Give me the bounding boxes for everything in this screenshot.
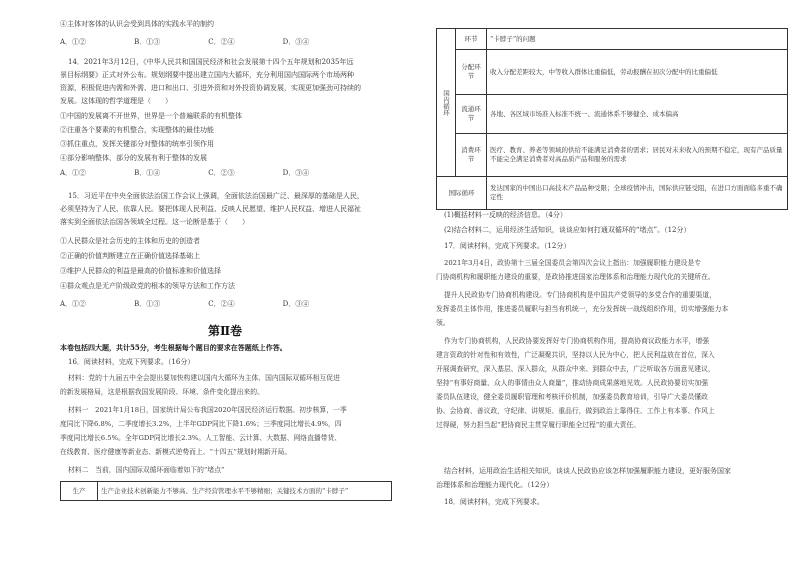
q15-options bbox=[60, 300, 357, 309]
q14-option-d[interactable]: D．③④ bbox=[282, 169, 310, 177]
q14-option-b[interactable]: B．①④ bbox=[134, 169, 161, 177]
q15-option-c[interactable]: C．②④ bbox=[208, 300, 235, 308]
q17-material-10: 委员队伍建设，健全委员履职管理和考核评价机制，加强委员教育培训，引导广大委员懂政 bbox=[436, 393, 708, 401]
q14-line-3: 资源，积极促进内需和外需、进口和出口、引进外资和对外投资协调发展，实现更加强劲可持续的 bbox=[60, 84, 361, 92]
q13-option-b[interactable]: B．①③ bbox=[134, 38, 161, 46]
q17-title: 17．阅读材料，完成下列要求。（12分） bbox=[444, 242, 571, 250]
q14-item-2: ②注重各个要素的有机整合，实现整体的最佳功能 bbox=[60, 126, 214, 134]
table-cell-production-text: 生产企业技术创新能力不够高、生产经营管理水平不够精细；关键技术方面的“卡脖子” bbox=[98, 482, 392, 501]
q16-sub-1: (1)概括材料一反映的经济信息。（4分） bbox=[444, 211, 567, 219]
q17-material-8: 开展调查研究，深入基层、深入群众，从群众中来、到群众中去，广泛听取各方面意见建议， bbox=[436, 365, 715, 373]
q15-item-3: ③维护人民群众的利益是最高的价值标准和价值选择 bbox=[60, 267, 221, 275]
bottleneck-table bbox=[436, 28, 788, 210]
q16-material-6: 在线教育、医疗健康等新业态、新模式逆势而上、“十四五”规划时期新开局。 bbox=[60, 448, 292, 456]
q14-line-4: 发展。这体现的哲学道理是（ ） bbox=[60, 97, 172, 105]
q17-material-12: 过得硬，努力担当起“把协商民主贯穿履行职能全过程”的重大责任。 bbox=[436, 421, 641, 429]
q15-item-2: ②正确的价值判断建立在正确价值选择基础上 bbox=[60, 252, 200, 260]
q15-option-d[interactable]: D．③④ bbox=[282, 300, 310, 308]
table-cell-row2-text: 收入分配差距较大，中等收入群体比重偏低，劳动报酬在初次分配中的比重偏低 bbox=[487, 50, 788, 95]
table-cell-row3-text: 各地、各区域市场准入标准不统一、流通体系不够健全、成本偏高 bbox=[487, 95, 788, 134]
q14-item-3: ③抓住重点，发挥关键部分对整体的统率引领作用 bbox=[60, 140, 214, 148]
table-cell-row1-text: “卡脖子”的问题 bbox=[487, 29, 788, 50]
q17-material-1: 2021年3月4日，政协第十三届全国委员会第四次会议上指出：加强履职能力建设是专 bbox=[444, 259, 702, 267]
q16-sub-2: (2)结合材料二，运用经济生活知识，谈谈应如何打通双循环的“堵点”。（12分） bbox=[444, 226, 691, 234]
table-cell-production-label: 生产 bbox=[61, 482, 98, 501]
q14-option-a[interactable]: A．①② bbox=[60, 169, 87, 177]
q17-material-4: 发挥委员主体作用，推进委员履职与担当有机统一，充分发挥统一战线组织作用，切实增强能力本 bbox=[436, 305, 729, 313]
q17-material-11: 协、会协商、善议政，守纪律、讲规矩、重品行，做到政治上靠得住、工作上有本事、作风上 bbox=[436, 407, 715, 415]
table-cell-intl-text: 发达国家的中国出口高技术产品品种受限；全球疫情冲击，国际供应链受阻，在进口方面面临多重不确定性 bbox=[487, 177, 788, 210]
q14-line-2: 景目标纲要》正式对外公布。规划纲要中提出建立国内大循环，充分利用国内国际两个市场两种 bbox=[60, 71, 354, 79]
table-cell-row3-sub: 流通环节 bbox=[456, 95, 487, 134]
q15-line-1: 15．习近平在中央全面依法治国工作会议上强调，全面依法治国最广泛、最深厚的基础是人民， bbox=[68, 192, 364, 200]
q16-material-7: 材料二 当前，国内国际双循环面临着如下的“堵点” bbox=[68, 466, 225, 474]
q17-material-9: 坚持“有事好商量、众人的事情由众人商量”，推动协商成果落地见效。人民政协要切实加强 bbox=[436, 379, 709, 387]
bottleneck-table-start bbox=[60, 481, 392, 501]
q17-material-7: 建言资政的针对性和有效性，广泛凝聚共识，坚持以人民为中心，把人民利益放在首位，深入 bbox=[436, 351, 715, 359]
section-title: 第Ⅱ卷 bbox=[207, 324, 243, 338]
q15-line-3: 落实到全面依法治国各领域全过程。这一论断是基于（ ） bbox=[60, 218, 249, 226]
q13-option-d[interactable]: D．③④ bbox=[282, 38, 310, 46]
q17-question-2: 治理体系和治理能力现代化。（12分） bbox=[436, 481, 554, 489]
q17-material-3: 提升人民政协专门协商机构建设。专门协商机构是中国共产党领导的多党合作的重要渠道， bbox=[444, 291, 716, 299]
table-cell-row1-sub: 环节 bbox=[456, 29, 487, 50]
q16-material-3: 材料一 2021年1月18日，国家统计局公布我国2020年国民经济运行数据。初步核算，一季 bbox=[68, 406, 347, 414]
table-cell-row4-text: 医疗、教育、养老等领域的供给不能满足消费者的需求；居民对未来收入的预期不稳定，现有产品质量不能完全满足消费者对高品质产品和服务的需求 bbox=[487, 134, 788, 177]
q16-material-5: 季度同比增长6.5%。全年GDP同比增长2.3%。人工智能、云计算、大数据、网络直播带货、 bbox=[60, 434, 342, 442]
q17-material-2: 门协商机构和履职能力建设的重要，是政协推进国家治理体系和治理能力现代化的关键所在。 bbox=[436, 273, 715, 281]
domestic-loop-label: 国内循环 bbox=[442, 89, 450, 116]
q15-item-1: ①人民群众是社会历史的主体和历史的创造者 bbox=[60, 237, 200, 245]
q14-option-c[interactable]: C．②③ bbox=[208, 169, 235, 177]
q13-option-c[interactable]: C．②④ bbox=[208, 38, 235, 46]
q16-title: 16．阅读材料，完成下列要求。（16分） bbox=[68, 358, 195, 366]
q14-options bbox=[60, 169, 357, 178]
table-cell-row2-sub: 分配环节 bbox=[456, 50, 487, 95]
q16-material-2: 的新发展格局，这是根据我国发展阶段、环境、条件变化提出来的。 bbox=[60, 388, 264, 396]
q17-material-5: 领。 bbox=[436, 319, 450, 327]
q15-option-b[interactable]: B．①③ bbox=[134, 300, 161, 308]
q17-material-6: 作为专门协商机构，人民政协要发挥好专门协商机构作用，提高协商议政能力水平，增强 bbox=[444, 337, 710, 345]
q16-material-1: 材料：党的十九届五中全会提出要加快构建以国内大循环为主体、国内国际双循环相互促进 bbox=[68, 374, 340, 382]
q16-material-4: 度同比下降6.8%，二季度增长3.2%，上半年GDP同比下降1.6%；三季度同比增长4.9%，四 bbox=[60, 420, 342, 428]
q17-question-1: 结合材料，运用政治生活相关知识，谈谈人民政协应该怎样加强履职能力建设，更好服务国家 bbox=[444, 467, 731, 475]
q14-item-1: ①中国的发展离不开世界，世界是一个普遍联系的有机整体 bbox=[60, 112, 242, 120]
q15-option-a[interactable]: A．①② bbox=[60, 300, 87, 308]
q13-option-a[interactable]: A．①② bbox=[60, 38, 87, 46]
q15-line-2: 必须坚持为了人民、依靠人民。要把体现人民利益、反映人民愿望、维护人民权益、增进人民福祉 bbox=[60, 205, 361, 213]
q18-title: 18．阅读材料，完成下列要求。 bbox=[444, 498, 544, 506]
table-cell-intl-label: 国际循环 bbox=[437, 177, 487, 210]
table-cell-domestic-loop bbox=[437, 29, 456, 177]
q14-item-4: ④部分影响整体，部分的发展有利于整体的发展 bbox=[60, 154, 207, 162]
q13-options bbox=[60, 38, 357, 47]
q13-item-4: ④主体对客体的认识会受到具体的实践水平的制约 bbox=[60, 20, 214, 28]
section-note: 本卷包括四大题，共计55分，考生根据每个题目的要求在答题纸上作答。 bbox=[60, 343, 287, 352]
q14-line-1: 14．2021年3月12日，《中华人民共和国国民经济和社会发展第十四个五年规划和2035年远 bbox=[68, 58, 354, 66]
table-cell-row4-sub: 消费环节 bbox=[456, 134, 487, 177]
q15-item-4: ④群众观点是无产阶级政党的根本的领导方法和工作方法 bbox=[60, 282, 235, 290]
